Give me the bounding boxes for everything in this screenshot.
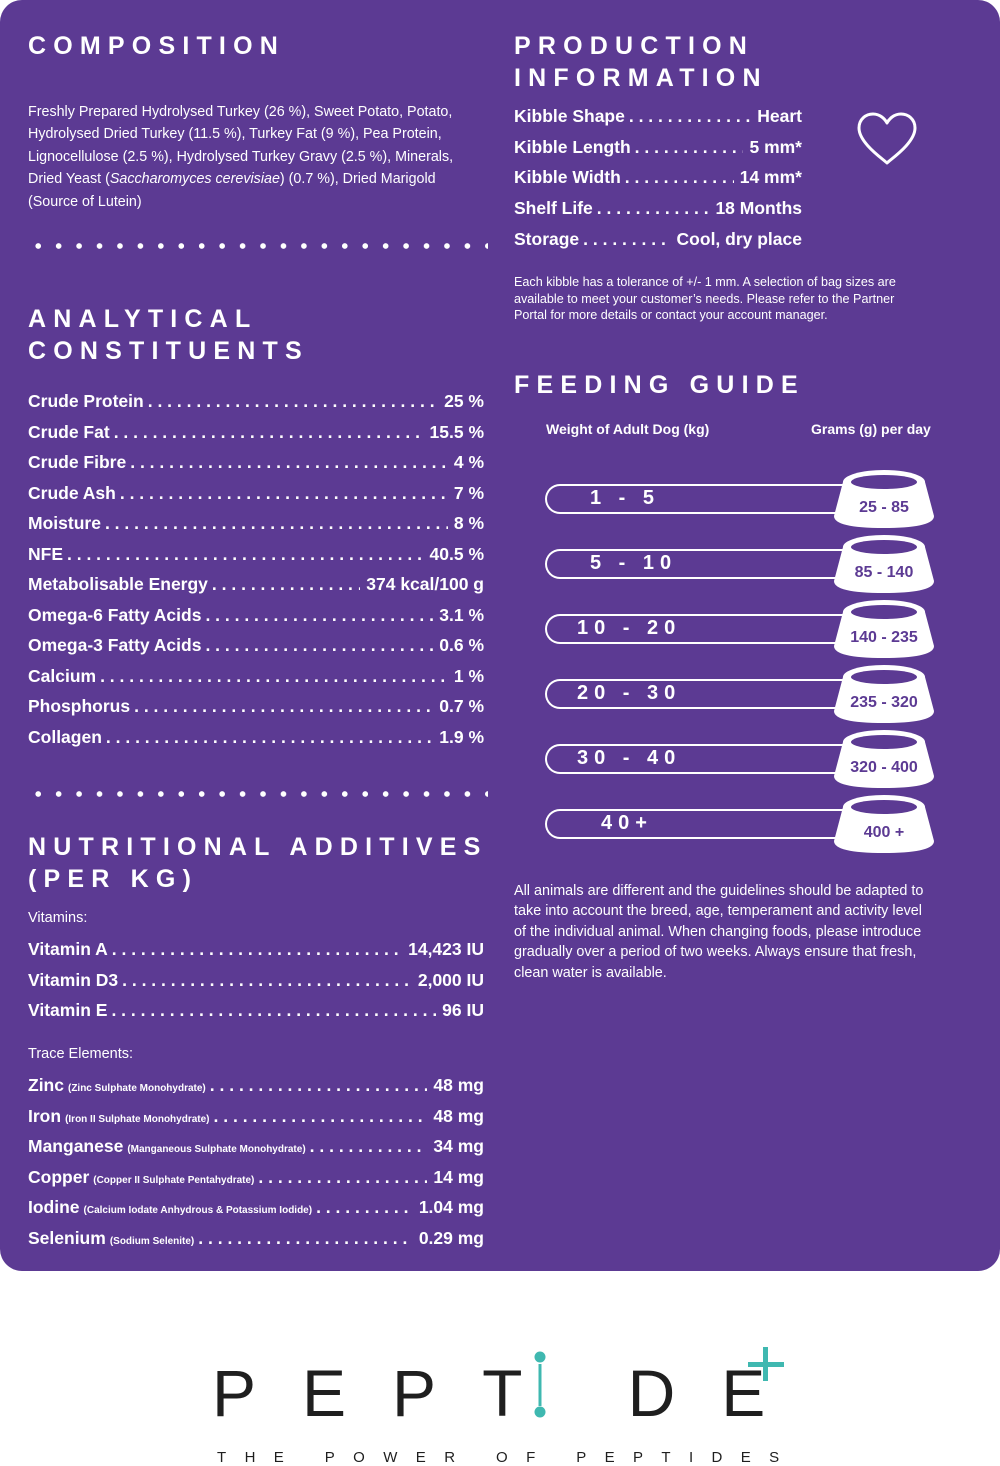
- row-label: Collagen: [28, 726, 102, 747]
- row-value: 8 %: [453, 513, 484, 533]
- trace-elements-label: Trace Elements:: [28, 1046, 134, 1062]
- row-label: Storage: [514, 228, 580, 249]
- grams-column-header: Grams (g) per day: [811, 421, 931, 437]
- row-label: Omega-6 Fatty Acids: [28, 604, 202, 625]
- vitamins-label: Vitamins:: [28, 910, 88, 926]
- weight-range-label: 5 - 10: [590, 552, 678, 574]
- dot-leader: [122, 968, 412, 992]
- weight-range-label: 20 - 30: [577, 682, 682, 704]
- nutrient-row: [514, 104, 802, 128]
- grams-per-day-value: 25 - 85: [859, 499, 909, 516]
- weight-range-label: 40+: [601, 812, 653, 834]
- row-value: 1.04 mg: [418, 1197, 484, 1217]
- note-line: available to meet your customer’s needs. Please refer to the Partner: [514, 291, 895, 306]
- row-label: Shelf Life: [514, 198, 593, 219]
- grams-per-day-value: 320 - 400: [850, 759, 918, 776]
- analytical-heading: [28, 303, 309, 367]
- row-value: 3.1 %: [439, 604, 484, 625]
- weight-range-label: 10 - 20: [577, 617, 682, 639]
- row-value: 4 %: [453, 452, 484, 472]
- nutrient-row: [28, 1104, 484, 1128]
- dot-leader: [597, 196, 710, 220]
- additives-heading: [28, 831, 488, 895]
- analytical-heading-line: ANALYTICAL: [28, 305, 258, 333]
- row-value: 1 %: [453, 665, 484, 686]
- row-value: 0.7 %: [439, 696, 484, 716]
- composition-line: (Source of Lutein): [28, 193, 142, 210]
- nutrient-row: [28, 572, 484, 596]
- dot-leader: [100, 664, 448, 688]
- row-sublabel: (Calcium Iodate Anhydrous & Potassium Iodide): [83, 1205, 313, 1216]
- nutrient-row: [28, 725, 484, 749]
- production-heading-line: PRODUCTION: [514, 32, 755, 60]
- row-sublabel: (Copper II Sulphate Pentahydrate): [93, 1174, 255, 1186]
- row-label: Crude Ash: [28, 482, 116, 503]
- analytical-heading-line: CONSTITUENTS: [28, 337, 309, 365]
- nutrient-row: [28, 1195, 484, 1219]
- dot-leader: [258, 1165, 427, 1189]
- weight-range-bar: [545, 809, 845, 839]
- row-label: Kibble Length: [514, 136, 631, 157]
- row-label: Copper: [28, 1166, 90, 1187]
- row-value: 15.5 %: [429, 421, 484, 442]
- composition-line: Hydrolysed Dried Turkey (11.5 %), Turkey Fat (9 %), Pea Protein,: [28, 126, 442, 143]
- nutrient-row: [28, 1226, 484, 1250]
- additives-heading-line: (PER KG): [28, 865, 199, 893]
- composition-text-fragment: Dried Yeast (: [28, 171, 110, 188]
- row-label: Kibble Shape: [514, 106, 625, 126]
- dot-leader: [112, 937, 402, 961]
- row-label: Calcium: [28, 665, 97, 686]
- composition-text-fragment: ) (0.7 %), Dried Marigold: [279, 171, 436, 188]
- dot-leader: [67, 542, 424, 566]
- row-value: 48 mg: [433, 1075, 484, 1095]
- weight-column-header: Weight of Adult Dog (kg): [546, 421, 710, 437]
- nutrient-row: [28, 420, 484, 444]
- dot-leader: [316, 1195, 413, 1219]
- row-label: Crude Fibre: [28, 452, 127, 472]
- row-label: Omega-3 Fatty Acids: [28, 635, 202, 655]
- nutrient-row: [28, 389, 484, 413]
- row-label: Moisture: [28, 513, 101, 533]
- composition-line: [28, 168, 498, 190]
- production-note: [514, 274, 972, 324]
- nutrient-row: [28, 664, 484, 688]
- weight-range-label: 30 - 40: [577, 747, 682, 769]
- grams-per-day-value: 140 - 235: [850, 629, 918, 646]
- row-label: Crude Fat: [28, 421, 110, 442]
- dot-leader: [114, 420, 424, 444]
- dot-leader: [205, 603, 433, 627]
- nutrient-row: [514, 165, 802, 189]
- dot-leader: [310, 1134, 428, 1158]
- dot-leader: [210, 1073, 428, 1097]
- row-label: Vitamin A: [28, 939, 108, 959]
- production-heading-line: INFORMATION: [514, 64, 768, 92]
- weight-range-label: 1 - 5: [590, 487, 661, 509]
- nutrient-row: [28, 633, 484, 657]
- row-label: Vitamin E: [28, 1000, 108, 1020]
- row-value: 2,000 IU: [417, 969, 484, 990]
- row-label: Phosphorus: [28, 696, 131, 716]
- composition-line: Freshly Prepared Hydrolysed Turkey (26 %), Sweet Potato, Potato,: [28, 104, 453, 120]
- brand-wordmark-text: PEPT DE: [212, 1356, 812, 1430]
- row-value: Heart: [757, 106, 802, 126]
- composition-italic-species: Saccharomyces cerevisiae: [109, 171, 280, 188]
- note-line: Portal for more details or contact your account manager.: [514, 308, 828, 323]
- dot-leader: [198, 1226, 413, 1250]
- nutrient-row: [28, 450, 484, 474]
- nutrient-row: [28, 511, 484, 535]
- row-value: Cool, dry place: [676, 228, 802, 249]
- row-value: 14,423 IU: [408, 939, 484, 959]
- grams-per-day-value: 85 - 140: [854, 564, 914, 581]
- grams-per-day-value: 400 +: [863, 824, 905, 841]
- dot-leader: [134, 694, 433, 718]
- dot-leader: [205, 633, 433, 657]
- dot-leader: [120, 481, 448, 505]
- row-label: Manganese: [28, 1136, 124, 1156]
- dot-leader: [148, 389, 438, 413]
- nutrient-row: [28, 998, 484, 1022]
- row-label: Iodine: [28, 1197, 80, 1217]
- row-sublabel: (Iron II Sulphate Monohydrate): [65, 1113, 210, 1125]
- row-value: 0.29 mg: [418, 1227, 484, 1248]
- row-value: 1.9 %: [439, 726, 484, 747]
- nutrient-row: [28, 1073, 484, 1097]
- dot-leader: [214, 1104, 428, 1128]
- heart-icon: [855, 111, 919, 167]
- row-value: 374 kcal/100 g: [366, 574, 484, 594]
- row-label: Vitamin D3: [28, 969, 119, 990]
- row-sublabel: (Manganeous Sulphate Monohydrate): [127, 1144, 306, 1155]
- row-value: 14 mg: [433, 1166, 484, 1187]
- note-line: All animals are different and the guidelines should be adapted to: [514, 883, 924, 899]
- note-line: gradually over a period of two weeks. Always ensure that fresh,: [514, 944, 917, 961]
- nutrient-row: [514, 135, 802, 159]
- production-heading: [514, 30, 768, 94]
- composition-line: Lignocellulose (2.5 %), Hydrolysed Turkey Gravy (2.5 %), Minerals,: [28, 148, 454, 165]
- row-value: 0.6 %: [439, 635, 484, 655]
- composition-text: [28, 101, 498, 213]
- additives-heading-line: NUTRITIONAL ADDITIVES: [28, 833, 488, 861]
- nutrient-row: [28, 1134, 484, 1158]
- brand-tagline: THE POWER OF PEPTIDES: [217, 1449, 798, 1466]
- grams-per-day-value: 235 - 320: [850, 694, 918, 711]
- dotted-divider: [28, 791, 488, 797]
- note-line: of the individual animal. When changing foods, please introduce: [514, 923, 922, 940]
- nutrient-row: [514, 196, 802, 220]
- dot-leader: [130, 450, 448, 474]
- row-label: Crude Protein: [28, 391, 144, 411]
- row-value: 40.5 %: [429, 543, 484, 564]
- composition-heading: COMPOSITION: [28, 32, 285, 60]
- nutrient-row: [28, 968, 484, 992]
- note-line: take into account the breed, age, temperament and activity level: [514, 903, 922, 920]
- row-value: 96 IU: [442, 1000, 484, 1020]
- nutrient-row: [28, 542, 484, 566]
- dot-leader: [583, 227, 670, 251]
- row-value: 25 %: [444, 391, 484, 411]
- row-label: Metabolisable Energy: [28, 574, 208, 594]
- row-sublabel: (Zinc Sulphate Monohydrate): [67, 1083, 206, 1094]
- dot-leader: [106, 725, 433, 749]
- row-value: 5 mm*: [749, 136, 802, 157]
- row-sublabel: (Sodium Selenite): [109, 1235, 195, 1247]
- row-value: 18 Months: [715, 198, 802, 219]
- nutrient-row: [28, 481, 484, 505]
- dot-leader: [625, 165, 734, 189]
- dot-leader: [111, 998, 436, 1022]
- dot-leader: [635, 135, 744, 159]
- feeding-heading: FEEDING GUIDE: [514, 371, 805, 399]
- dot-leader: [212, 572, 360, 596]
- dot-leader: [105, 511, 448, 535]
- row-value: 34 mg: [433, 1136, 484, 1156]
- row-label: Zinc: [28, 1075, 64, 1095]
- note-line: clean water is available.: [514, 964, 667, 981]
- brand-wordmark: [212, 1355, 811, 1431]
- row-value: 14 mm*: [739, 167, 802, 188]
- row-label: Kibble Width: [514, 167, 621, 188]
- feeding-note: [514, 881, 974, 983]
- dot-leader: [629, 104, 751, 128]
- row-value: 48 mg: [433, 1105, 484, 1126]
- row-label: Selenium: [28, 1227, 106, 1248]
- row-label: Iron: [28, 1105, 62, 1126]
- row-value: 7 %: [453, 482, 484, 503]
- dotted-divider: [28, 243, 488, 249]
- nutrient-row: [514, 227, 802, 251]
- nutrient-row: [28, 603, 484, 627]
- note-line: Each kibble has a tolerance of +/- 1 mm. A selection of bag sizes are: [514, 275, 896, 289]
- row-label: NFE: [28, 543, 63, 564]
- nutrient-row: [28, 694, 484, 718]
- nutrient-row: [28, 937, 484, 961]
- nutrient-row: [28, 1165, 484, 1189]
